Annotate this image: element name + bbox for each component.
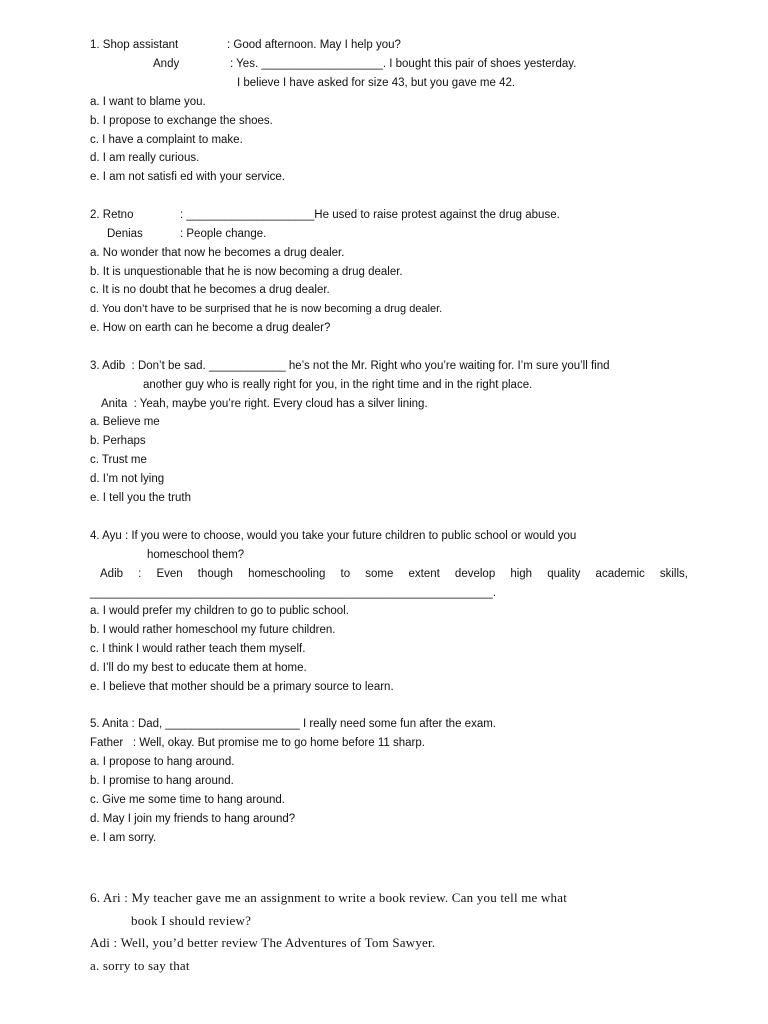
q4-line-3: Adib : Even though homeschooling to some extent develop high quality academic skills, (100, 568, 688, 580)
q3-option-c: c. Trust me (90, 454, 147, 466)
q3-option-b: b. Perhaps (90, 435, 146, 447)
q2-line-1: : ____________________He used to raise protest against the drug abuse. (180, 209, 560, 221)
q2-line-2: : People change. (180, 228, 267, 240)
q5-option-a: a. I propose to hang around. (90, 756, 235, 768)
q4-option-b: b. I would rather homeschool my future children. (90, 624, 336, 636)
q6-line-1: 6. Ari : My teacher gave me an assignment to write a book review. Can you tell me what (90, 890, 568, 905)
q1-line-1: : Good afternoon. May I help you? (227, 39, 401, 51)
q2-option-e: e. How on earth can he become a drug dealer? (90, 322, 331, 334)
q3-option-e: e. I tell you the truth (90, 492, 192, 504)
q3-option-d: d. I’m not lying (90, 473, 165, 485)
q4-line-4: _______________________________________________________________. (90, 587, 497, 599)
q5-option-d: d. May I join my friends to hang around? (90, 813, 296, 825)
q2-speaker-denias: Denias (107, 228, 143, 240)
q3-line-1: 3. Adib : Don’t be sad. ____________ he’s not the Mr. Right who you’re waiting for. I’m sure you’ll find (90, 360, 610, 372)
q2-speaker-retno: 2. Retno (90, 209, 134, 221)
q1-option-d: d. I am really curious. (90, 152, 200, 164)
q6-line-2: book I should review? (131, 913, 252, 928)
q6-line-3: Adi : Well, you’d better review The Adventures of Tom Sawyer. (90, 935, 436, 950)
q4-line-2: homeschool them? (147, 549, 245, 561)
q4-option-d: d. I’ll do my best to educate them at home. (90, 662, 307, 674)
q1-option-a: a. I want to blame you. (90, 96, 206, 108)
q5-line-2: Father : Well, okay. But promise me to go home before 11 sharp. (90, 737, 425, 749)
q1-line-2: : Yes. ___________________. I bought this pair of shoes yesterday. (230, 58, 577, 70)
q4-option-c: c. I think I would rather teach them myself. (90, 643, 306, 655)
q6-option-a: a. sorry to say that (90, 958, 190, 973)
q1-option-c: c. I have a complaint to make. (90, 134, 243, 146)
q4-line-1: 4. Ayu : If you were to choose, would you take your future children to public school or would you (90, 530, 577, 542)
q4-option-a: a. I would prefer my children to go to public school. (90, 605, 349, 617)
q2-option-c: c. It is no doubt that he becomes a drug dealer. (90, 284, 330, 296)
q1-speaker-shop-assistant: 1. Shop assistant (90, 39, 179, 51)
q1-line-3: I believe I have asked for size 43, but you gave me 42. (237, 77, 516, 89)
q1-speaker-andy: Andy (153, 58, 180, 70)
q5-option-e: e. I am sorry. (90, 832, 157, 844)
q2-option-b: b. It is unquestionable that he is now becoming a drug dealer. (90, 266, 403, 278)
q2-option-a: a. No wonder that now he becomes a drug dealer. (90, 247, 345, 259)
q1-option-e: e. I am not satisfi ed with your service. (90, 171, 285, 183)
q5-option-c: c. Give me some time to hang around. (90, 794, 285, 806)
q5-line-1: 5. Anita : Dad, _____________________ I really need some fun after the exam. (90, 718, 496, 730)
q3-option-a: a. Believe me (90, 416, 160, 428)
q5-option-b: b. I promise to hang around. (90, 775, 234, 787)
q2-option-d: d. You don’t have to be surprised that he is now becoming a drug dealer. (90, 303, 443, 315)
q4-option-e: e. I believe that mother should be a primary source to learn. (90, 681, 394, 693)
q3-line-2: another guy who is really right for you, in the right time and in the right place. (143, 379, 533, 391)
q3-line-3: Anita : Yeah, maybe you’re right. Every cloud has a silver lining. (101, 398, 428, 410)
q1-option-b: b. I propose to exchange the shoes. (90, 115, 273, 127)
